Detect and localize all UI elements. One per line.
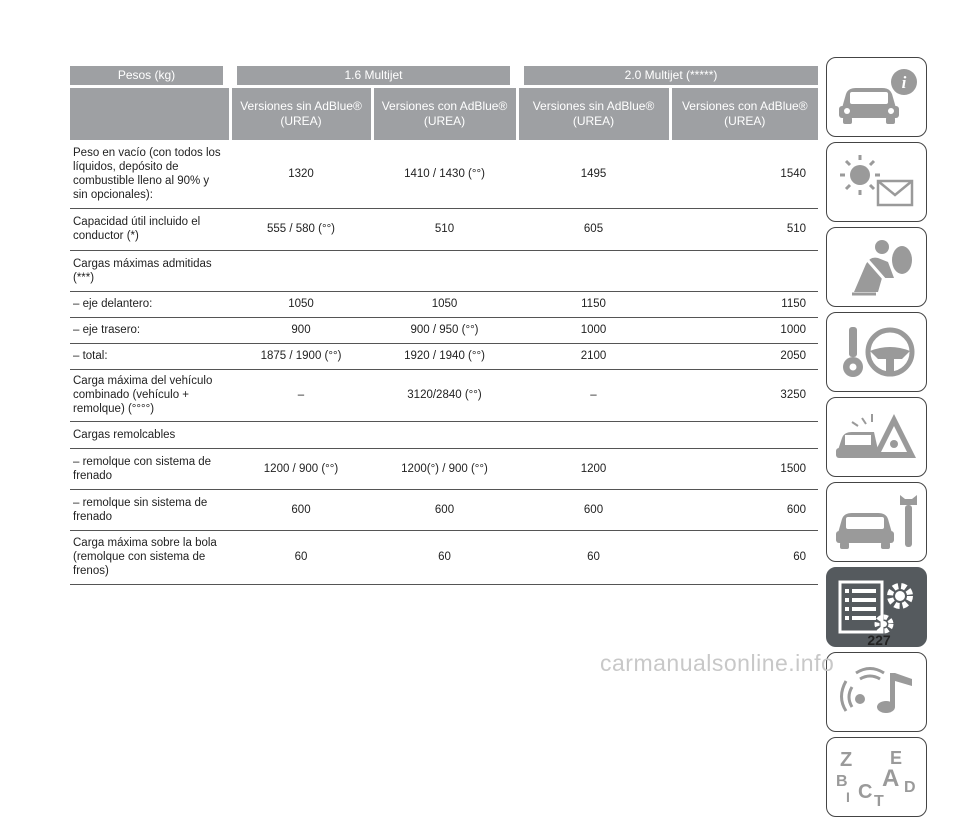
cell-value: 1050 [230,291,372,317]
cell-value [230,250,372,291]
cell-value: 1150 [670,291,818,317]
tab-index[interactable] [826,737,927,817]
header-version-2: Versiones con AdBlue® (UREA) [372,87,517,141]
row-label: – remolque con sistema de frenado [70,448,230,489]
index-letter: I [845,789,850,805]
page-number: 227 [867,632,891,648]
index-letter: B [835,773,848,790]
index-letter: Z [839,749,852,771]
chapter-sidebar [826,57,930,822]
cell-value: 605 [517,208,670,250]
warning-lights-message-icon [832,149,922,215]
cell-value [670,421,818,448]
cell-value: – [230,369,372,421]
cell-value: 1200 / 900 (°°) [230,448,372,489]
table-row [70,208,818,250]
table-row [70,140,818,208]
cell-value: 600 [230,489,372,530]
header-1-6-multijet: 1.6 Multijet [230,66,517,87]
table-row [70,421,818,448]
table-row [70,317,818,343]
row-label: Peso en vacío (con todos los líquidos, depósito de combustible lleno al 90% y sin opcionales): [70,140,230,208]
cell-value [372,421,517,448]
cell-value [372,250,517,291]
weights-table [70,66,818,585]
row-label: – eje trasero: [70,317,230,343]
cell-value: 1500 [670,448,818,489]
row-label: Capacidad útil incluido el conductor (*) [70,208,230,250]
header-row-engines [70,66,818,87]
cell-value: 600 [670,489,818,530]
cell-value: 510 [372,208,517,250]
tab-warning-lights[interactable] [826,142,927,222]
table-row [70,530,818,584]
cell-value: 2100 [517,343,670,369]
svg-text:i: i [901,73,906,92]
cell-value: 1050 [372,291,517,317]
table-row [70,343,818,369]
cell-value: 2050 [670,343,818,369]
cell-value: 510 [670,208,818,250]
row-label: Carga máxima del vehículo combinado (vehículo + remolque) (°°°°) [70,369,230,421]
header-version-3: Versiones sin AdBlue® (UREA) [517,87,670,141]
cell-value: 600 [517,489,670,530]
cell-value: 1920 / 1940 (°°) [372,343,517,369]
index-letter: D [903,779,916,796]
cell-value [230,421,372,448]
weights-table-container [70,66,818,585]
index-letter: E [889,748,902,768]
header-version-1: Versiones sin AdBlue® (UREA) [230,87,372,141]
header-2-0-multijet: 2.0 Multijet (*****) [517,66,818,87]
header-empty [70,87,230,141]
watermark: carmanualsonline.info [600,650,835,676]
cell-value: 1410 / 1430 (°°) [372,140,517,208]
cell-value [517,250,670,291]
tab-multimedia[interactable] [826,652,927,732]
alphabetical-index-icon [832,744,922,810]
cell-value: 1495 [517,140,670,208]
cell-value: 60 [372,530,517,584]
row-label: – eje delantero: [70,291,230,317]
cell-value: 1150 [517,291,670,317]
table-row [70,369,818,421]
header-version-4: Versiones con AdBlue® (UREA) [670,87,818,141]
tab-safety[interactable] [826,227,927,307]
cell-value: – [517,369,670,421]
cell-value: 555 / 580 (°°) [230,208,372,250]
index-letter: A [881,765,899,792]
table-row [70,250,818,291]
row-label: – total: [70,343,230,369]
technical-data-gear-icon [832,574,922,640]
cell-value [517,421,670,448]
table-row [70,448,818,489]
car-maintenance-wrench-icon [832,489,922,555]
cell-value [670,250,818,291]
car-info-icon [832,64,922,130]
cell-value: 900 [230,317,372,343]
cell-value: 1200(°) / 900 (°°) [372,448,517,489]
airbag-seatbelt-icon [832,234,922,300]
cell-value: 1000 [670,317,818,343]
cell-value: 3120/2840 (°°) [372,369,517,421]
cell-value: 600 [372,489,517,530]
multimedia-music-icon [832,659,922,725]
row-label: Cargas máximas admitidas (***) [70,250,230,291]
table-row [70,291,818,317]
cell-value: 1540 [670,140,818,208]
cell-value: 1200 [517,448,670,489]
car-emergency-icon [832,404,922,470]
cell-value: 60 [670,530,818,584]
row-label: Cargas remolcables [70,421,230,448]
cell-value: 1320 [230,140,372,208]
tab-vehicle-overview[interactable] [826,57,927,137]
cell-value: 900 / 950 (°°) [372,317,517,343]
cell-value: 3250 [670,369,818,421]
tab-starting-driving[interactable] [826,312,927,392]
header-row-versions [70,87,818,141]
cell-value: 1000 [517,317,670,343]
row-label: Carga máxima sobre la bola (remolque con sistema de frenos) [70,530,230,584]
table-row [70,489,818,530]
tab-emergency[interactable] [826,397,927,477]
header-weights: Pesos (kg) [70,66,230,87]
index-letter: T [873,793,884,810]
tab-maintenance[interactable] [826,482,927,562]
index-letter: C [857,781,872,803]
row-label: – remolque sin sistema de frenado [70,489,230,530]
key-steering-wheel-icon [832,319,922,385]
cell-value: 1875 / 1900 (°°) [230,343,372,369]
cell-value: 60 [517,530,670,584]
cell-value: 60 [230,530,372,584]
